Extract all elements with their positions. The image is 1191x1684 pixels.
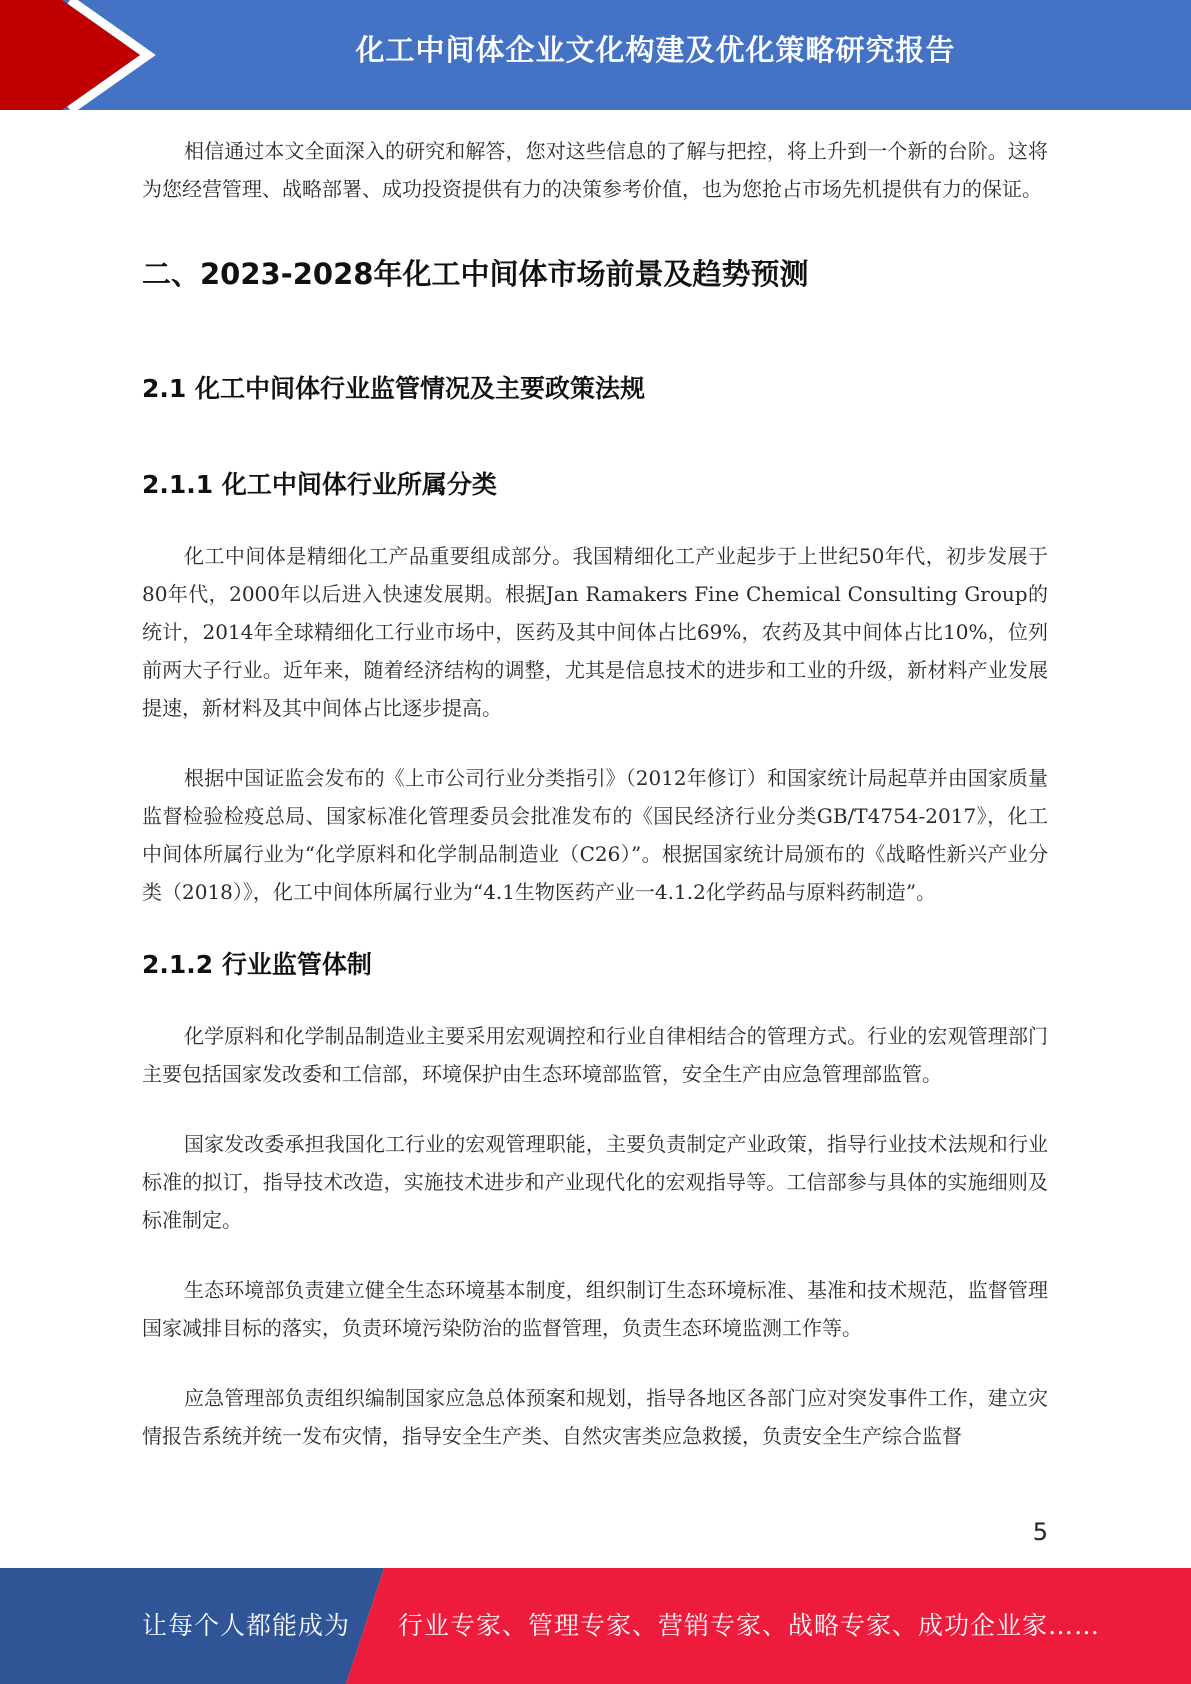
subsection-heading-2-1: 2.1 化工中间体行业监管情况及主要政策法规: [142, 374, 645, 403]
footer-slogan-right: 行业专家、管理专家、营销专家、战略专家、成功企业家……: [398, 1611, 1101, 1640]
paragraph-2-1-2-b: 国家发改委承担我国化工行业的宏观管理职能，主要负责制定产业政策，指导行业技术法规和行业标准的拟订，指导技术改造，实施技术进步和产业现代化的宏观指导等。工信部参与具体的实施细则及标准制定。: [142, 1132, 1048, 1232]
report-title: 化工中间体企业文化构建及优化策略研究报告: [355, 33, 956, 67]
footer-slogan-left: 让每个人都能成为: [142, 1611, 351, 1640]
paragraph-2-1-2-c: 生态环境部负责建立健全生态环境基本制度，组织制订生态环境标准、基准和技术规范，监督管理国家减排目标的落实，负责环境污染防治的监督管理，负责生态环境监测工作等。: [142, 1278, 1048, 1340]
section-heading-2: 二、2023-2028年化工中间体市场前景及趋势预测: [142, 257, 809, 291]
paragraph-2-1-2-d: 应急管理部负责组织编制国家应急总体预案和规划，指导各地区各部门应对突发事件工作，建立灾情报告系统并统一发布灾情，指导安全生产类、自然灾害类应急救援，负责安全生产综合监督: [142, 1386, 1048, 1448]
paragraph-2-1-1-b: 根据中国证监会发布的《上市公司行业分类指引》（2012年修订）和国家统计局起草并由国家质量监督检验检疫总局、国家标准化管理委员会批准发布的《国民经济行业分类GB/T4754-2017》，化工中间体所属行业为“化学原料和化学制品制造业（C26）”。根据国家统计局颁布的《战略性新兴产业分类（2018）》，化工中间体所属行业为“4.1生物医药产业一4.1.2化学药品与原料药制造”。: [142, 766, 1048, 904]
subsection-heading-2-1-1: 2.1.1 化工中间体行业所属分类: [142, 470, 497, 499]
paragraph-2-1-1-a: 化工中间体是精细化工产品重要组成部分。我国精细化工产业起步于上世纪50年代，初步发展于80年代，2000年以后进入快速发展期。根据Jan Ramakers Fine Chemical Consulting Group的统计，2014年全球精细化工行业市场中，医药及其中间体占比69%，农药及其中间体占比10%，位列前两大子行业。近年来，随着经济结构的调整，尤其是信息技术的进步和工业的升级，新材料产业发展提速，新材料及其中间体占比逐步提高。: [142, 544, 1048, 720]
page-number: 5: [1032, 1518, 1048, 1546]
subsection-heading-2-1-2: 2.1.2 行业监管体制: [142, 950, 372, 979]
intro-paragraph: 相信通过本文全面深入的研究和解答，您对这些信息的了解与把控，将上升到一个新的台阶。这将为您经营管理、战略部署、成功投资提供有力的决策参考价值，也为您抢占市场先机提供有力的保证。: [142, 139, 1048, 201]
paragraph-2-1-2-a: 化学原料和化学制品制造业主要采用宏观调控和行业自律相结合的管理方式。行业的宏观管理部门主要包括国家发改委和工信部，环境保护由生态环境部监管，安全生产由应急管理部监管。: [142, 1024, 1048, 1086]
page-footer: [0, 1568, 1191, 1684]
document-body: [142, 132, 1048, 1455]
header-arrow-decoration: [0, 0, 160, 110]
page-header: [0, 0, 1191, 110]
